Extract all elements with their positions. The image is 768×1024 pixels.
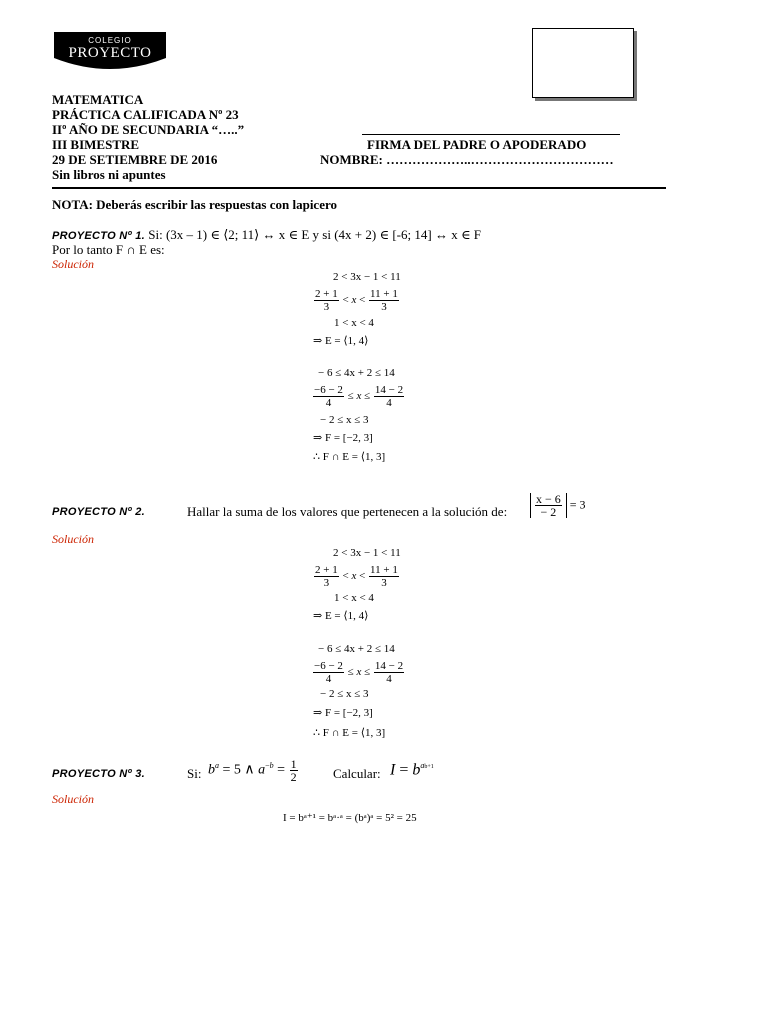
problem-3-si: Si: (187, 766, 202, 781)
header-practice: PRÁCTICA CALIFICADA Nº 23 (52, 107, 239, 122)
s2-line-6: $\frac{-6 - 2}{4}$ ≤ x ≤ $\frac{14 - 2}{4}$ (314, 660, 404, 685)
signature-line (362, 134, 620, 135)
header-note: Sin libros ni apuntes (52, 167, 166, 182)
solution-2-label: Solución (52, 532, 94, 546)
problem-3-label: PROYECTO Nº 3. (52, 768, 145, 780)
s2-line-9: ∴ F ∩ E = ⟨1, 3] (313, 727, 386, 739)
s2-line-8: ⇒ F = [−2, 3] (313, 707, 373, 719)
s3-equation: I = bᵃ⁺¹ = bᵃ·ᵃ = (bᵃ)ᵃ = 5² = 25 (283, 812, 417, 824)
problem-1-question: Por lo tanto F ∩ E es: (52, 242, 165, 257)
logo-text-colegio: COLEGIO (88, 36, 132, 45)
name-field[interactable]: NOMBRE: ………………..…………………………… (320, 152, 614, 167)
problem-1-label: PROYECTO Nº 1. (52, 230, 145, 242)
header-bimester: III BIMESTRE (52, 137, 140, 152)
logo-text-proyecto: PROYECTO (68, 45, 152, 61)
photo-box (532, 28, 634, 98)
problem-2-equation: $\frac{x - 6}{- 2}$ = 3 (530, 493, 586, 518)
s2-line-4: ⇒ E = ⟨1, 4⟩ (313, 610, 369, 622)
s1-line-2: $\frac{2 + 1}{3}$ < x < $\frac{11 + 1}{3}$ (315, 288, 398, 313)
s2-line-3: 1 < x < 4 (334, 592, 374, 604)
problem-1-text: Si: (3x – 1) ∈ ⟨2; 11⟩ ↔ x ∈ E y si (4x + 2) ∈ [-6; 14] ↔ x ∈ F (148, 227, 482, 242)
header-subject: MATEMATICA (52, 92, 144, 107)
solution-1-label: Solución (52, 257, 94, 271)
signature-label: FIRMA DEL PADRE O APODERADO (367, 137, 587, 152)
s2-line-1: 2 < 3x − 1 < 11 (333, 547, 401, 559)
s2-line-7: − 2 ≤ x ≤ 3 (320, 688, 369, 700)
s1-line-5: − 6 ≤ 4x + 2 ≤ 14 (318, 367, 395, 379)
s1-line-9: ∴ F ∩ E = ⟨1, 3] (313, 451, 386, 463)
problem-3-condition: $b^a = 5$ ∧ $a^{-b}$ = $\frac{1}{2}$ (208, 757, 297, 784)
s2-line-2: $\frac{2 + 1}{3}$ < x < $\frac{11 + 1}{3}$ (315, 564, 398, 589)
nota-text: NOTA: Deberás escribir las respuestas con lapicero (52, 197, 338, 212)
problem-1-statement (52, 227, 481, 243)
header-date: 29 DE SETIEMBRE DE 2016 (52, 152, 218, 167)
s2-line-5: − 6 ≤ 4x + 2 ≤ 14 (318, 643, 395, 655)
s1-line-8: ⇒ F = [−2, 3] (313, 432, 373, 444)
s1-line-7: − 2 ≤ x ≤ 3 (320, 414, 369, 426)
header-divider (52, 187, 666, 189)
solution-3-label: Solución (52, 792, 94, 806)
s1-line-4: ⇒ E = ⟨1, 4⟩ (313, 335, 369, 347)
s1-line-1: 2 < 3x − 1 < 11 (333, 271, 401, 283)
problem-2-text: Hallar la suma de los valores que pertenecen a la solución de: (187, 504, 508, 519)
problem-3-target: $I = b^{ab+1}$ (390, 761, 434, 779)
school-logo (50, 28, 170, 76)
problem-2-label: PROYECTO Nº 2. (52, 506, 145, 518)
s1-line-3: 1 < x < 4 (334, 317, 374, 329)
header-grade: IIº AÑO DE SECUNDARIA “…..” (52, 122, 245, 137)
s1-line-6: $\frac{-6 - 2}{4}$ ≤ x ≤ $\frac{14 - 2}{4}$ (314, 384, 404, 409)
problem-3-calcular: Calcular: (333, 766, 381, 781)
